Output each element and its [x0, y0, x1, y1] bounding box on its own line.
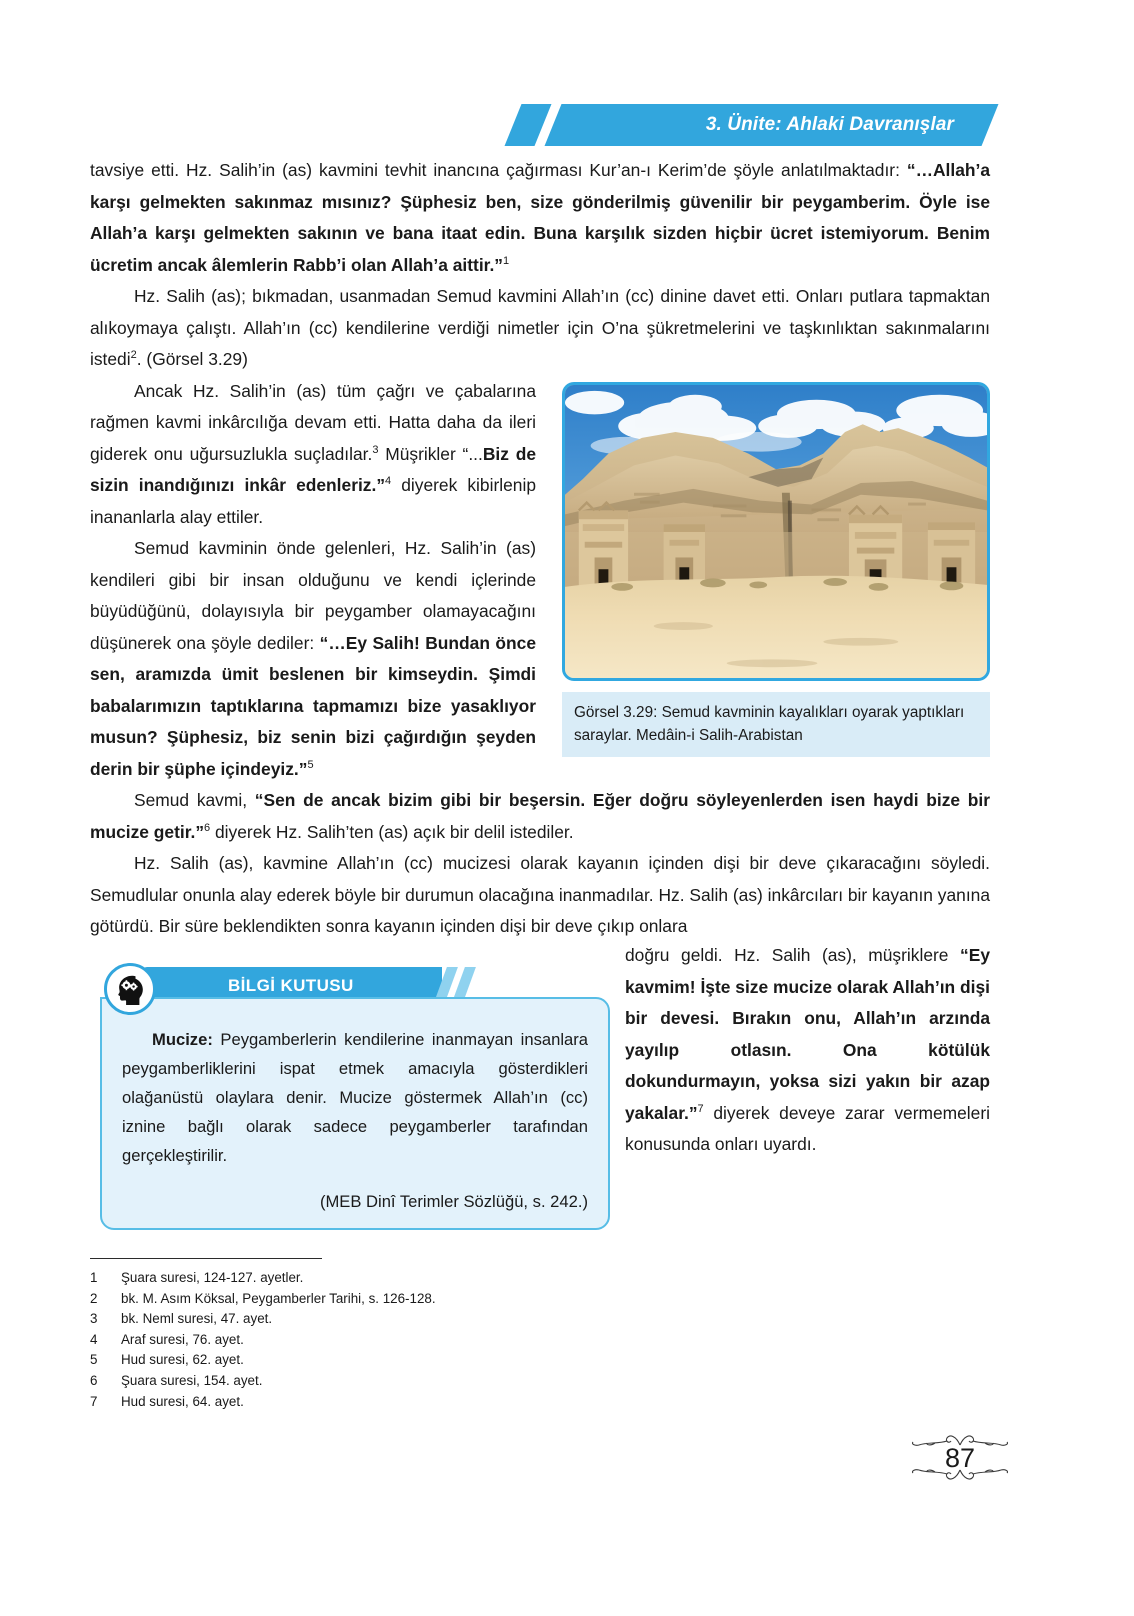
page-number-block: [900, 1432, 1020, 1483]
footnote-marker-4: 4: [385, 475, 392, 488]
footnote-item: [90, 1330, 650, 1351]
footnote-item: [90, 1350, 650, 1371]
paragraph-uyari: [625, 940, 990, 1161]
quran-quote-4: “Sen de ancak bizim gibi bir beşersin. Eğer doğru söyleyenlerden isen haydi bize bir mucize getir.”: [90, 790, 990, 842]
footnote-text: Hud suresi, 64. ayet.: [121, 1393, 244, 1409]
info-box-definition-text: Peygamberlerin kendilerine inanmayan insanlara peygamberliklerini ispat etmek amacıyla gösterdikleri olağanüstü olaylara denir. Mucize göstermek Allah’ın (cc) iznine bağlı olarak sadece peygamberler tarafından gerçekleştirilir.: [122, 1030, 588, 1165]
page-number: 87: [944, 1443, 976, 1473]
footnote-item: [90, 1289, 650, 1310]
info-box-source: (MEB Dinî Terimler Sözlüğü, s. 242.): [319, 1192, 588, 1211]
paragraph-deve-mucizesi: Hz. Salih (as), kavmine Allah’ın (cc) mucizesi olarak kayanın içinden dişi bir deve çıkaracağını söyledi. Semudlular onunla alay ederek böyle bir durumun olacağına inanmadılar. Hz. Salih (as) inkârcıları bir kayanın yanına götürdü. Bir süre beklendikten sonra kayanın içinden dişi bir deve çıkıp onlara: [90, 853, 990, 936]
footnote-marker-3: 3: [372, 443, 379, 456]
footnote-marker-6: 6: [204, 821, 211, 834]
footnote-text: Şuara suresi, 154. ayet.: [121, 1372, 263, 1388]
paragraph-davet-b: . (Görsel 3.29): [136, 349, 248, 369]
footnote-number: 5: [90, 1352, 98, 1368]
unit-header-banner: [513, 104, 990, 146]
info-box-definition: [122, 1025, 588, 1170]
info-box-term: Mucize:: [152, 1030, 213, 1049]
main-text-column: [90, 155, 990, 943]
paragraph-mucize-istegi-b: diyerek Hz. Salih’ten (as) açık bir delil istediler.: [210, 821, 574, 842]
footnote-item: [90, 1392, 650, 1413]
footnote-number: 1: [90, 1270, 98, 1285]
footnote-marker-7: 7: [697, 1102, 704, 1115]
paragraph-intro: [90, 155, 990, 281]
footnote-number: 3: [90, 1311, 98, 1327]
footnote-text: bk. Neml suresi, 47. ayet.: [121, 1311, 273, 1327]
paragraph-intro-lead: tavsiye etti. Hz. Salih’in (as) kavmini tevhit inancına çağırması Kur’an-ı Kerim’de şöyle anlatılmaktadır:: [90, 160, 907, 180]
footnote-text: Hud suresi, 62. ayet.: [121, 1352, 244, 1368]
footnote-divider: [90, 1258, 322, 1259]
footnote-number: 6: [90, 1372, 98, 1388]
footnote-number: 2: [90, 1290, 98, 1306]
quran-quote-3: “…Ey Salih! Bundan önce sen, aramızda ümit beslenen bir kimseydin. Şimdi babalarımızın taptıklarına tapmamızı bize yasaklıyor musun? Şüphesiz, biz senin bizi çağırdığın şeyden derin bir şüphe içindeyiz.”: [90, 632, 536, 779]
info-box-title: BİLGİ KUTUSU: [228, 976, 354, 995]
quran-quote-5: “Ey kavmim! İşte size mucize olarak Allah’ın dişi bir devesi. Bırakın onu, Allah’ın arzında yayılıp otlasın. Ona kötülük dokundurmayın, yoksa sizi yakın bir azap yakalar.”: [625, 945, 990, 1123]
madain-salih-illustration: [565, 385, 987, 678]
figure-gorsel-3-29: [562, 382, 990, 757]
footnote-item: [90, 1268, 650, 1289]
unit-title: 3. Ünite: Ahlaki Davranışlar: [705, 114, 954, 135]
footnote-number: 7: [90, 1393, 98, 1409]
info-box-body: [100, 997, 610, 1230]
figure-photo: [562, 382, 990, 681]
quran-quote-2: Biz de sizin inandığınızı inkâr edenleriz.”: [90, 443, 537, 495]
footnote-number: 4: [90, 1331, 98, 1347]
info-box: [100, 963, 610, 1230]
paragraph-mucize-istegi: [90, 785, 990, 848]
paragraph-mucize-istegi-a: Semud kavmi,: [134, 790, 255, 810]
footnote-text: bk. M. Asım Köksal, Peygamberler Tarihi, s. 126-128.: [121, 1290, 436, 1306]
paragraph-inkarcilik-a: Ancak Hz. Salih’in (as) tüm çağrı ve çabalarına rağmen kavmi inkârcılığa devam etti. Hatta daha da ileri giderek onu uğursuzlukla suçladılar.: [90, 380, 536, 464]
paragraph-inkarcilik-b: Müşrikler “...: [378, 443, 483, 464]
quran-quote-1: “…Allah’a karşı gelmekten sakınmaz mısınız? Şüphesiz ben, size gönderilmiş güvenilir bir peygamberim. Öyle ise Allah’a karşı gelmekten sakının ve bana itaat edin. Buna karşılık sizden hiçbir ücret istemiyorum. Benim ücretim ancak âlemlerin Rabb’i olan Allah’a aittir.”: [90, 160, 990, 275]
footnotes-section: [90, 1258, 650, 1412]
paragraph-uyari-b: diyerek deveye zarar vermemeleri konusunda onları uyardı.: [625, 1102, 990, 1154]
paragraph-uyari-a: doğru geldi. Hz. Salih (as), müşriklere: [625, 945, 961, 965]
footnote-marker-2: 2: [130, 349, 137, 362]
paragraph-inkarcilik-c: diyerek kibirlenip inananlarla alay ettiler.: [90, 475, 536, 527]
footnote-text: Araf suresi, 76. ayet.: [121, 1331, 244, 1347]
footnote-item: [90, 1309, 650, 1330]
figure-caption: Görsel 3.29: Semud kavminin kayalıkları oyarak yaptıkları saraylar. Medâin-i Salih-Arabistan: [562, 692, 990, 757]
paragraph-onde-gelenler-a: Semud kavminin önde gelenleri, Hz. Salih’in (as) kendileri gibi bir insan olduğunu ve kendi içlerinde büyüdüğünü, dolayısıyla bir peygamber olamayacağını düşünerek ona şöyle dediler:: [90, 538, 536, 653]
right-text-column: [625, 940, 990, 1161]
paragraph-davet: [90, 281, 990, 376]
footnote-text: Şuara suresi, 124-127. ayetler.: [121, 1270, 304, 1285]
footnote-item: [90, 1371, 650, 1392]
footnote-marker-1: 1: [503, 254, 510, 267]
paragraph-davet-a: Hz. Salih (as); bıkmadan, usanmadan Semud kavmini Allah’ın (cc) dinine davet etti. Onları putlara tapmaktan alıkoymaya çalıştı. Allah’ın (cc) kendilerine verdiği nimetler için O’na şükretmelerini ve taşkınlıktan sakınmalarını istedi: [90, 286, 990, 369]
banner-slab-left: [505, 104, 552, 146]
footnote-marker-5: 5: [307, 758, 314, 771]
head-with-gears-icon: [104, 963, 156, 1015]
